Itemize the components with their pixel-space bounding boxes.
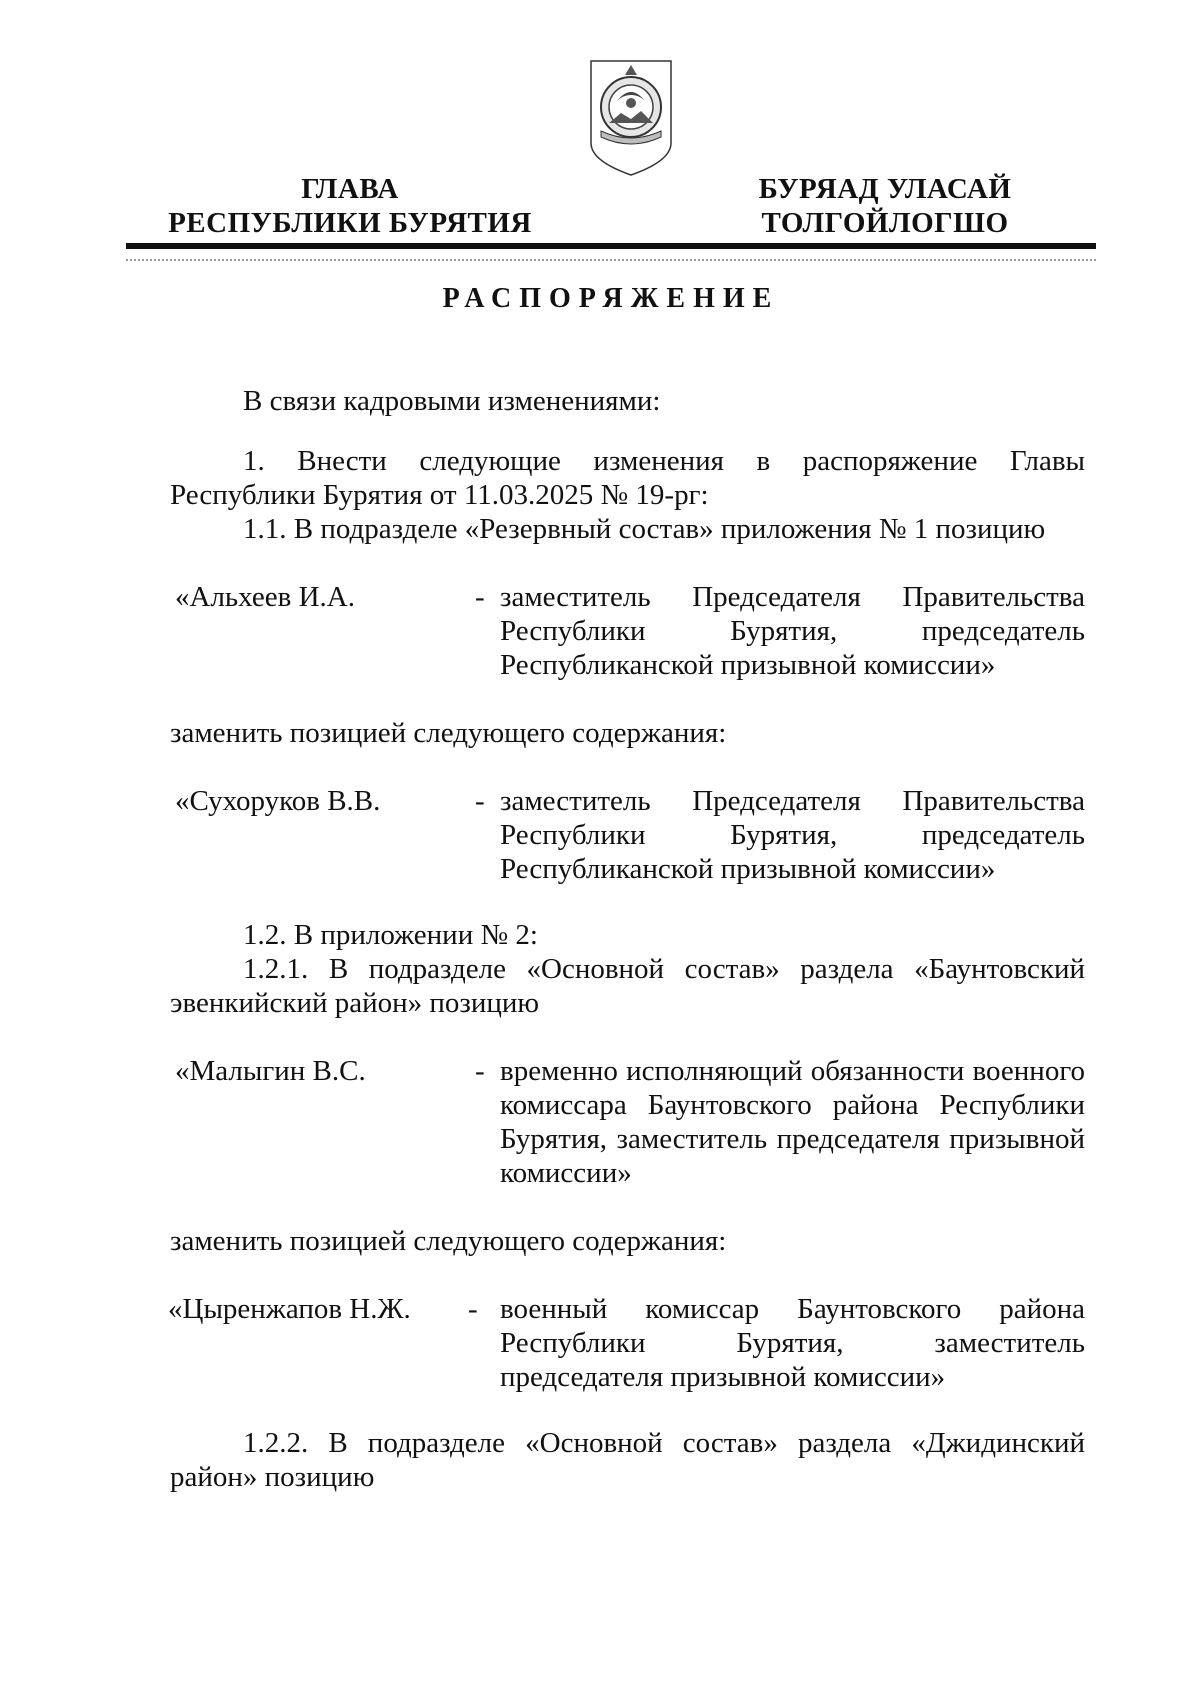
item-1-paragraph: 1. Внести следующие изменения в распоряжение Главы Республики Бурятия от 11.03.2025 № 19-рг:: [170, 445, 1085, 511]
header-divider-thick: [126, 243, 1096, 249]
header-left-line1: ГЛАВА: [301, 173, 399, 205]
entry-description: заместитель Председателя Правительства Республики Бурятия, председатель Республиканской призывной комиссии»: [500, 581, 1085, 681]
header-divider-thin: [126, 259, 1096, 261]
entry-dash: -: [468, 1293, 478, 1325]
header-right: [730, 172, 1040, 240]
entry-dash: -: [475, 1055, 485, 1087]
replace-paragraph: заменить позицией следующего содержания:: [170, 717, 727, 749]
entry-name: «Малыгин В.С.: [175, 1055, 366, 1087]
replace-paragraph: заменить позицией следующего содержания:: [170, 1225, 727, 1257]
item-1-2-paragraph: 1.2. В приложении № 2:: [243, 919, 538, 951]
entry-description: временно исполняющий обязанности военного комиссара Баунтовского района Республики Бурятия, заместитель председателя призывной комиссии»: [500, 1055, 1085, 1189]
entry-description: военный комиссар Баунтовского района Республики Бурятия, заместитель председателя призывной комиссии»: [500, 1293, 1085, 1393]
entry-name: «Сухоруков В.В.: [175, 785, 381, 817]
entry-dash: -: [475, 785, 485, 817]
coat-of-arms-icon: [587, 57, 675, 179]
entry-name: «Цыренжапов Н.Ж.: [168, 1293, 411, 1325]
item-1-2-1-paragraph: 1.2.1. В подразделе «Основной состав» раздела «Баунтовский эвенкийский район» позицию: [170, 953, 1085, 1019]
entry-name: «Альхеев И.А.: [175, 581, 355, 613]
header-right-line2: ТОЛГОЙЛОГШО: [761, 207, 1009, 239]
document-title: РАСПОРЯЖЕНИЕ: [442, 283, 780, 314]
header-left: [160, 172, 540, 240]
intro-paragraph: В связи кадровыми изменениями:: [243, 385, 661, 417]
item-1-1-paragraph: 1.1. В подразделе «Резервный состав» приложения № 1 позицию: [243, 513, 1046, 545]
item-1-2-2-paragraph: 1.2.2. В подразделе «Основной состав» раздела «Джидинский район» позицию: [170, 1427, 1085, 1493]
entry-dash: -: [475, 581, 485, 613]
header-left-line2: РЕСПУБЛИКИ БУРЯТИЯ: [168, 207, 532, 239]
entry-description: заместитель Председателя Правительства Республики Бурятия, председатель Республиканской призывной комиссии»: [500, 785, 1085, 885]
header-right-line1: БУРЯАД УЛАСАЙ: [758, 173, 1012, 205]
